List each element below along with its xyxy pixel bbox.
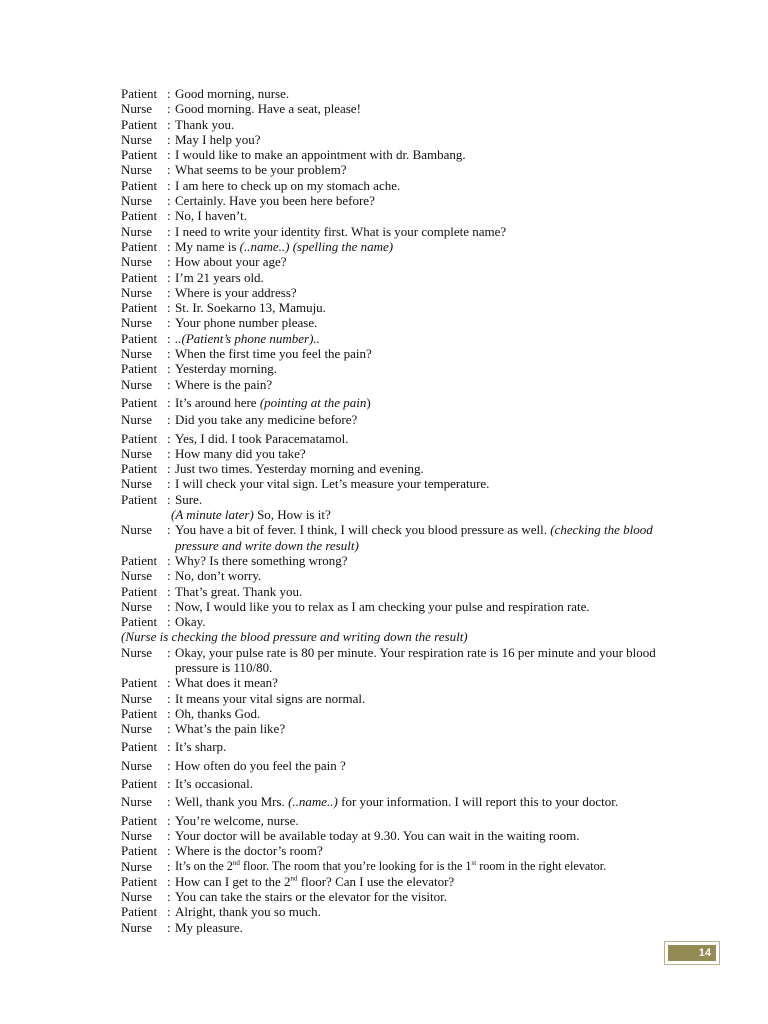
speaker-label: Patient: [121, 843, 158, 859]
dialogue-line: Patient : ..(Patient’s phone number)..: [121, 330, 320, 346]
speaker-label: Nurse: [121, 254, 153, 270]
dialogue-line: Nurse : You have a bit of fever. I think, I will check you blood pressure as well. (checking the blood pressure and write down the result): [121, 522, 653, 553]
line-text: Certainly. Have you been here before?: [175, 193, 375, 209]
line-text: floor? Can I use the elevator?: [297, 873, 455, 889]
line-text: It means your vital signs are normal.: [175, 690, 366, 706]
line-text: It’s around here: [175, 394, 257, 410]
dialogue-line: Patient : Sure.: [121, 492, 681, 507]
speaker-label: Patient: [121, 583, 158, 599]
line-text: My name is: [175, 238, 237, 254]
dialogue-line: Patient : That’s great. Thank you.: [121, 584, 681, 599]
line-text: Good morning. Have a seat, please!: [175, 101, 361, 117]
speaker-label: Nurse: [121, 376, 153, 392]
line-italic-note: (..name..): [288, 794, 338, 810]
speaker-label: Patient: [121, 238, 158, 254]
line-italic-note: (pointing at the pain: [259, 394, 367, 410]
line-text: Well, thank you Mrs.: [175, 794, 285, 810]
line-text: No, I haven’t.: [175, 208, 247, 224]
line-italic-note: (..name..) (spelling the name): [239, 238, 394, 254]
dialogue-line: Nurse : Okay, your pulse rate is 80 per minute. Your respiration rate is 16 per minute and your blood pressure is 110/80.: [121, 645, 681, 676]
speaker-label: Nurse: [121, 568, 153, 584]
speaker-label: Patient: [121, 705, 158, 721]
speaker-label: Patient: [121, 491, 158, 507]
speaker-label: Patient: [121, 116, 158, 132]
line-text: May I help you?: [175, 131, 261, 147]
ordinal-suffix: nd: [232, 858, 240, 867]
dialogue-line: Patient : It’s occasional.: [121, 776, 681, 791]
speaker-label: Nurse: [121, 131, 153, 147]
line-text: room in the right elevator.: [476, 858, 607, 873]
line-text: Your doctor will be available today at 9.30. You can wait in the waiting room.: [175, 827, 580, 843]
dialogue-line: Nurse : It’s on the 2nd floor. The room that you’re looking for is the 1st room in the right elevator.: [121, 858, 607, 874]
dialogue-line: Patient : I would like to make an appointment with dr. Bambang.: [121, 147, 681, 162]
dialogue-line: Patient : It’s around here (pointing at the pain): [121, 394, 371, 410]
speaker-label: Patient: [121, 776, 158, 792]
speaker-label: Patient: [121, 675, 158, 691]
speaker-label: Patient: [121, 330, 158, 346]
line-text: Thank you.: [175, 116, 235, 132]
dialogue-line: Patient : Just two times. Yesterday morning and evening.: [121, 461, 681, 476]
line-text: What seems to be your problem?: [175, 162, 347, 178]
dialogue-line: Nurse : Where is the pain?: [121, 377, 681, 392]
line-text: Yes, I did. I took Paracematamol.: [175, 430, 349, 446]
line-text: Good morning, nurse.: [175, 86, 290, 101]
dialogue-line: Patient : Good morning, nurse.: [121, 86, 681, 101]
line-text: Okay.: [175, 614, 206, 630]
dialogue-line: Nurse : Did you take any medicine before?: [121, 412, 681, 427]
dialogue-line: Nurse : You can take the stairs or the elevator for the visitor.: [121, 889, 681, 904]
speaker-label: Nurse: [121, 315, 153, 331]
dialogue-line: Patient : What does it mean?: [121, 675, 681, 690]
line-text: Now, I would like you to relax as I am checking your pulse and respiration rate.: [175, 598, 590, 614]
dialogue-line: Nurse : Your doctor will be available today at 9.30. You can wait in the waiting room.: [121, 828, 681, 843]
line-text-after: for your information. I will report this to your doctor.: [341, 794, 619, 810]
speaker-label: Patient: [121, 147, 158, 163]
dialogue-line: Patient : Okay.: [121, 614, 681, 629]
speaker-label: Nurse: [121, 644, 153, 660]
line-text: Your phone number please.: [175, 315, 318, 331]
speaker-label: Nurse: [121, 445, 153, 461]
dialogue-line: Nurse : My pleasure.: [121, 920, 681, 935]
line-text: Okay, your pulse rate is 80 per minute. Your respiration rate is 16 per minute and your blood pressure is 110/80.: [175, 644, 656, 675]
line-text: I need to write your identity first. What is your complete name?: [175, 223, 507, 239]
speaker-label: Patient: [121, 614, 158, 630]
dialogue-line: Patient : Yes, I did. I took Paracematamol.: [121, 431, 681, 446]
speaker-label: Nurse: [121, 476, 153, 492]
speaker-label: Patient: [121, 461, 158, 477]
line-text: St. Ir. Soekarno 13, Mamuju.: [175, 300, 326, 316]
ordinal-suffix: nd: [290, 874, 298, 883]
dialogue-line: Nurse : I will check your vital sign. Let’s measure your temperature.: [121, 476, 681, 491]
line-text: Just two times. Yesterday morning and evening.: [175, 461, 424, 477]
dialogue-line: Patient : Where is the doctor’s room?: [121, 843, 681, 858]
speaker-label: Patient: [121, 812, 158, 828]
speaker-label: Nurse: [121, 794, 153, 810]
speaker-label: Patient: [121, 269, 158, 285]
line-text: Alright, thank you so much.: [175, 904, 321, 920]
speaker-label: Patient: [121, 177, 158, 193]
line-italic-note: (A minute later): [171, 507, 254, 523]
speaker-label: Patient: [121, 430, 158, 446]
speaker-label: Patient: [121, 739, 158, 755]
dialogue-line: Nurse : Certainly. Have you been here before?: [121, 193, 681, 208]
dialogue-line: Nurse : Your phone number please.: [121, 315, 681, 330]
speaker-label: Patient: [121, 552, 158, 568]
speaker-label: Nurse: [121, 223, 153, 239]
line-text: Yesterday morning.: [175, 361, 277, 377]
line-text: You have a bit of fever. I think, I will check you blood pressure as well.: [175, 522, 547, 538]
speaker-label: Nurse: [121, 721, 153, 737]
dialogue-line: Nurse : How many did you take?: [121, 446, 681, 461]
line-text: Did you take any medicine before?: [175, 412, 358, 428]
speaker-label: Nurse: [121, 522, 153, 538]
dialogue-line: Nurse : Now, I would like you to relax as I am checking your pulse and respiration rate.: [121, 599, 681, 614]
speaker-label: Nurse: [121, 346, 153, 362]
dialogue-line: Patient : Thank you.: [121, 117, 681, 132]
speaker-label: Nurse: [121, 757, 153, 773]
speaker-label: Nurse: [121, 284, 153, 300]
speaker-label: Patient: [121, 904, 158, 920]
speaker-label: Nurse: [121, 598, 153, 614]
speaker-label: Nurse: [121, 101, 153, 117]
dialogue-line: Nurse : Good morning. Have a seat, please!: [121, 101, 681, 116]
speaker-label: Nurse: [121, 412, 153, 428]
line-text: I am here to check up on my stomach ache.: [175, 177, 401, 193]
line-text: I will check your vital sign. Let’s measure your temperature.: [175, 476, 490, 492]
line-text: That’s great. Thank you.: [175, 583, 303, 599]
dialogue-line: Patient : Yesterday morning.: [121, 361, 681, 376]
dialogue-line: Nurse : What seems to be your problem?: [121, 162, 681, 177]
speaker-label: Patient: [121, 86, 158, 101]
dialogue-continuation: [121, 507, 681, 522]
dialogue-line: Patient : Why? Is there something wrong?: [121, 553, 681, 568]
line-text: How can I get to the 2: [175, 873, 291, 889]
line-text: What does it mean?: [175, 675, 278, 691]
ordinal-suffix: st: [471, 858, 477, 867]
speaker-label: Nurse: [121, 690, 153, 706]
line-text: It’s on the 2: [175, 858, 233, 873]
line-text: I’m 21 years old.: [175, 269, 264, 285]
line-text: How often do you feel the pain ?: [175, 757, 346, 773]
line-text: Why? Is there something wrong?: [175, 552, 348, 568]
line-text: I would like to make an appointment with dr. Bambang.: [175, 147, 466, 163]
page-number-badge: [664, 941, 720, 965]
stage-direction: (Nurse is checking the blood pressure and writing down the result): [121, 629, 468, 645]
speaker-label: Nurse: [121, 919, 153, 935]
line-text: Oh, thanks God.: [175, 705, 261, 721]
dialogue-line: Patient : Alright, thank you so much.: [121, 904, 681, 919]
dialogue-line: Patient : Oh, thanks God.: [121, 706, 681, 721]
dialogue-line: Nurse : I need to write your identity first. What is your complete name?: [121, 224, 681, 239]
dialogue-transcript: [121, 86, 681, 935]
speaker-label: Nurse: [121, 827, 153, 843]
line-text: When the first time you feel the pain?: [175, 346, 372, 362]
line-text: How many did you take?: [175, 445, 306, 461]
dialogue-line: Patient : You’re welcome, nurse.: [121, 813, 681, 828]
dialogue-line: Nurse : It means your vital signs are normal.: [121, 691, 681, 706]
dialogue-line: Nurse : No, don’t worry.: [121, 568, 681, 583]
line-italic-note: (checking the blood pressure and write down the result): [175, 522, 653, 553]
speaker-label: Nurse: [121, 889, 153, 905]
speaker-label: Patient: [121, 300, 158, 316]
dialogue-line: Nurse : How often do you feel the pain ?: [121, 758, 681, 773]
dialogue-line: Nurse : Where is your address?: [121, 285, 681, 300]
speaker-label: Nurse: [121, 193, 153, 209]
line-text: Where is your address?: [175, 284, 297, 300]
line-text: How about your age?: [175, 254, 287, 270]
speaker-label: Nurse: [121, 858, 153, 874]
line-italic-note: ..(Patient’s phone number)..: [175, 330, 320, 346]
dialogue-line: Nurse : When the first time you feel the pain?: [121, 346, 681, 361]
speaker-label: Patient: [121, 361, 158, 377]
dialogue-line: Patient : How can I get to the 2nd floor? Can I use the elevator?: [121, 873, 455, 889]
line-text: Sure.: [175, 491, 203, 507]
speaker-label: Patient: [121, 208, 158, 224]
speaker-label: Patient: [121, 873, 158, 889]
dialogue-line: Patient : I am here to check up on my stomach ache.: [121, 178, 681, 193]
dialogue-line: Patient : No, I haven’t.: [121, 208, 681, 223]
line-text: What’s the pain like?: [175, 721, 286, 737]
dialogue-line: Nurse : May I help you?: [121, 132, 681, 147]
speaker-label: Patient: [121, 394, 158, 410]
speaker-label: Nurse: [121, 162, 153, 178]
line-text: floor. The room that you’re looking for is the 1: [239, 858, 472, 873]
line-text: It’s sharp.: [175, 739, 227, 755]
page-number: 14: [668, 945, 716, 961]
line-text: Where is the doctor’s room?: [175, 843, 323, 859]
dialogue-line: Patient : St. Ir. Soekarno 13, Mamuju.: [121, 300, 681, 315]
dialogue-line: Nurse : How about your age?: [121, 254, 681, 269]
dialogue-line: Nurse : What’s the pain like?: [121, 721, 681, 736]
line-text: You can take the stairs or the elevator for the visitor.: [175, 889, 447, 905]
dialogue-line: Patient : I’m 21 years old.: [121, 270, 681, 285]
line-text: You’re welcome, nurse.: [175, 812, 299, 828]
line-text: My pleasure.: [175, 919, 243, 935]
line-text: No, don’t worry.: [175, 568, 262, 584]
line-text: So, How is it?: [257, 507, 331, 523]
dialogue-line: Patient : It’s sharp.: [121, 739, 681, 754]
line-text: It’s occasional.: [175, 776, 253, 792]
line-text: Where is the pain?: [175, 376, 273, 392]
dialogue-line: Nurse : Well, thank you Mrs. (..name..) for your information. I will report this to your doctor.: [121, 794, 619, 810]
line-text-after: ): [366, 394, 371, 410]
dialogue-line: Patient : My name is (..name..) (spelling the name): [121, 238, 394, 254]
